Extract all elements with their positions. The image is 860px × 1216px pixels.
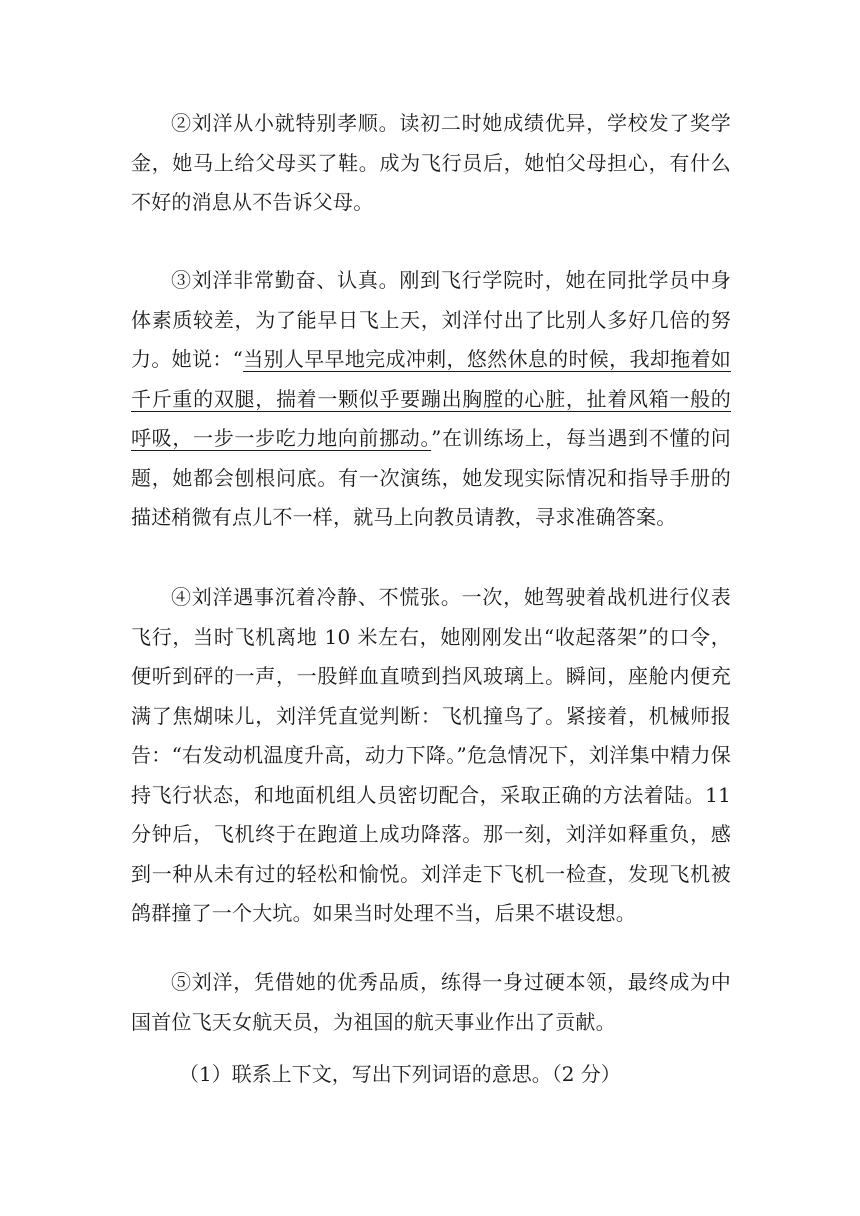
paragraph-3-intro: ③刘洋非常勤奋、认真。刚到飞行学院时，她在同批学员中身体素质较差，为了能早日飞上天，刘洋付出了比别人多好几倍的努力。她说：“ <box>131 268 731 371</box>
underlined-quote: 当别人早早地完成冲刺，悠然休息的时候，我却拖着如千斤重的双腿，揣着一颗似乎要蹦出胸膛的心脏，扯着风箱一般的呼吸，一步一步吃力地向前挪动。 <box>131 347 731 450</box>
paragraph-2: ②刘洋从小就特别孝顺。读初二时她成绩优异，学校发了奖学金，她马上给父母买了鞋。成为飞行员后，她怕父母担心，有什么不好的消息从不告诉父母。 <box>131 111 731 214</box>
question-1: （1）联系上下文，写出下列词语的意思。（2 分） <box>179 1062 621 1086</box>
paragraph-5: ⑤刘洋，凭借她的优秀品质，练得一身过硬本领，最终成为中国首位飞天女航天员，为祖国的航天事业作出了贡献。 <box>131 970 731 1034</box>
paragraph-4: ④刘洋遇事沉着冷静、不慌张。一次，她驾驶着战机进行仪表飞行，当时飞机离地 10 米左右，她刚刚发出“收起落架”的口令，便听到砰的一声，一股鲜血直喷到挡风玻璃上。瞬间，座舱内便充满了焦煳味儿，刘洋凭直觉判断：飞机撞鸟了。紧接着，机械师报告：“右发动机温度升高，动力下降。”危急情况下，刘洋集中精力保持飞行状态，和地面机组人员密切配合，采取正确的方法着陆。11 分钟后，飞机终于在跑道上成功降落。那一刻，刘洋如释重负，感到一种从未有过的轻松和愉悦。刘洋走下飞机一检查，发现飞机被鸽群撞了一个大坑。如果当时处理不当，后果不堪设想。 <box>131 585 731 925</box>
paragraph-3-rest: ”在训练场上，每当遇到不懂的问题，她都会刨根问底。有一次演练，她发现实际情况和指导手册的描述稍微有点儿不一样，就马上向教员请教，寻求准确答案。 <box>131 426 731 529</box>
paragraph-3 <box>131 261 731 538</box>
